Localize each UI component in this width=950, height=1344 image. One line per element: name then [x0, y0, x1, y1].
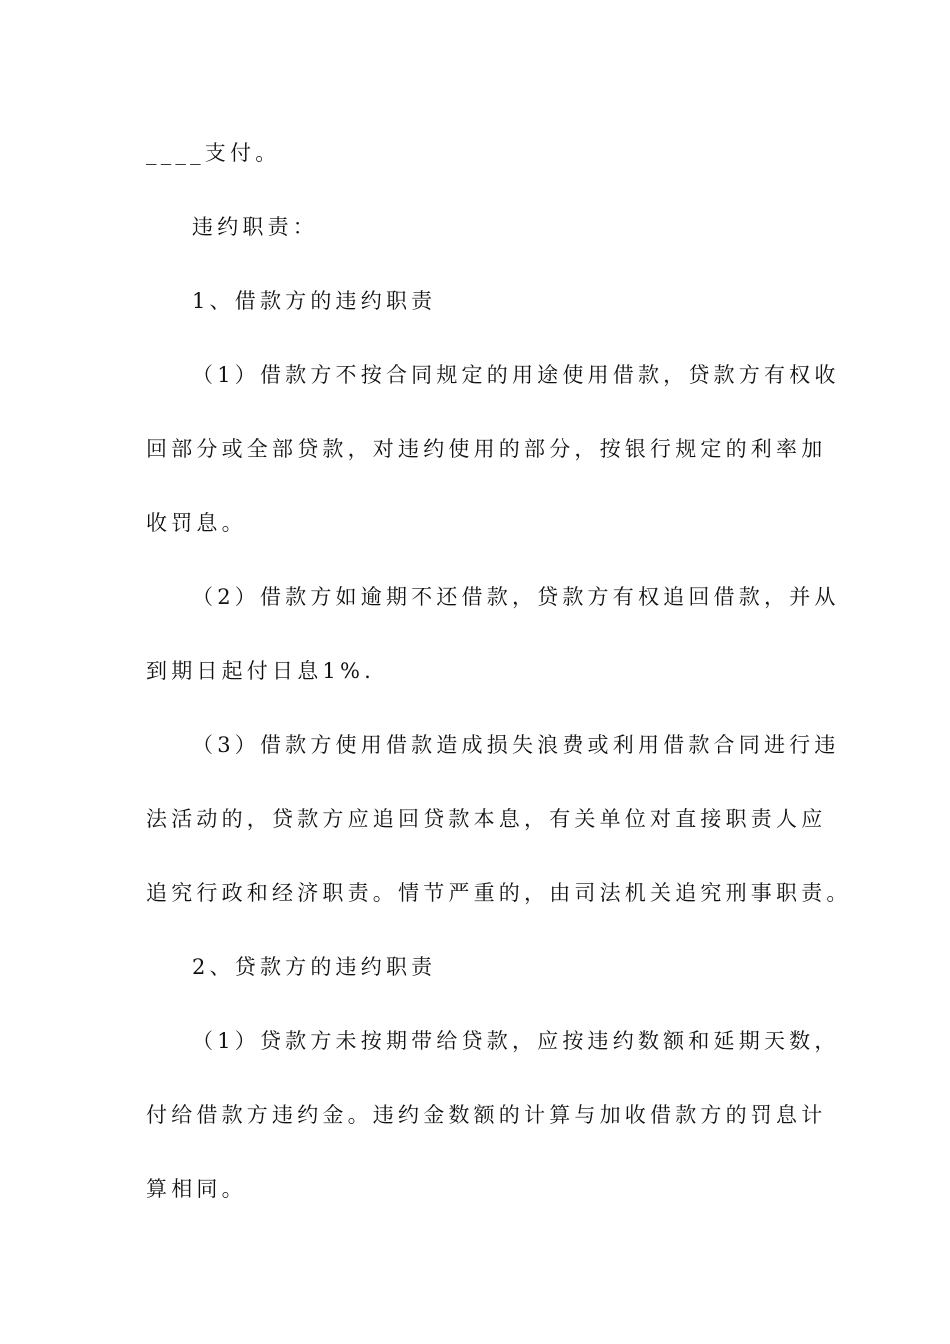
paragraph-line: 回部分或全部贷款，对违约使用的部分，按银行规定的利率加	[146, 437, 827, 461]
paragraph-line: 付给借款方违约金。违约金数额的计算与加收借款方的罚息计	[146, 1103, 827, 1127]
section-heading-breach: 违约职责：	[192, 215, 318, 239]
payment-line: ____支付。	[146, 141, 281, 165]
paragraph-line: （1）贷款方未按期带给贷款，应按违约数额和延期天数，	[192, 1029, 840, 1053]
paragraph-line: 追究行政和经济职责。情节严重的，由司法机关追究刑事职责。	[146, 881, 852, 905]
paragraph-line: （2）借款方如逾期不还借款，贷款方有权追回借款，并从	[192, 585, 840, 609]
paragraph-line: 收罚息。	[146, 511, 247, 535]
paragraph-line: 到期日起付日息1%.	[146, 659, 375, 683]
paragraph-line: 法活动的，贷款方应追回贷款本息，有关单位对直接职责人应	[146, 807, 827, 831]
paragraph-line: （1）借款方不按合同规定的用途使用借款，贷款方有权收	[192, 363, 840, 387]
subheading-borrower-breach: 1、借款方的违约职责	[192, 289, 437, 313]
subheading-lender-breach: 2、贷款方的违约职责	[192, 955, 437, 979]
paragraph-line: 算相同。	[146, 1177, 247, 1201]
paragraph-line: （3）借款方使用借款造成损失浪费或利用借款合同进行违	[192, 733, 840, 757]
